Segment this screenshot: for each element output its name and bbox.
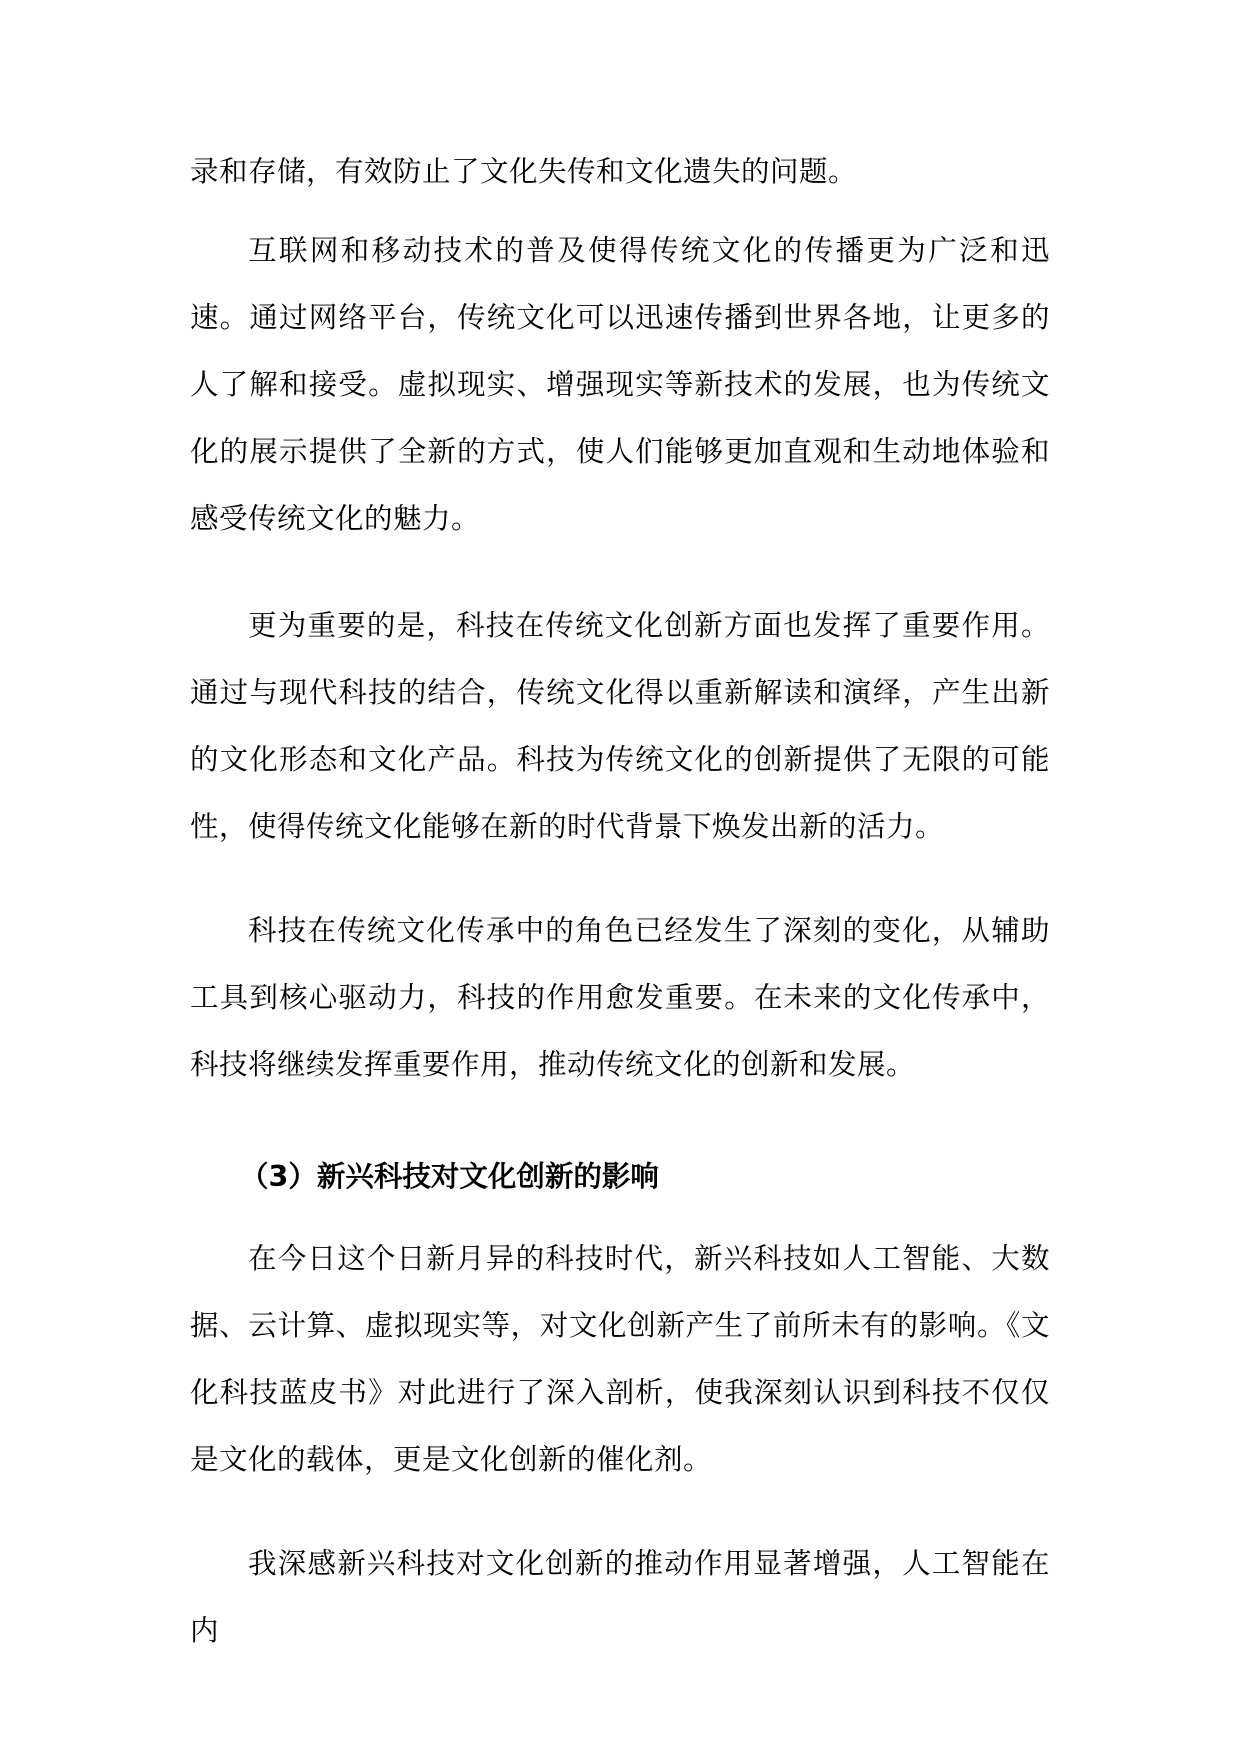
paragraph-tech-role-change: 科技在传统文化传承中的角色已经发生了深刻的变化，从辅助工具到核心驱动力，科技的作用愈发重要。在未来的文化传承中，科技将继续发挥重要作用，推动传统文化的创新和发展。 bbox=[190, 914, 1050, 1081]
paragraph-internet-mobile: 互联网和移动技术的普及使得传统文化的传播更为广泛和迅速。通过网络平台，传统文化可以迅速传播到世界各地，让更多的人了解和接受。虚拟现实、增强现实等新技术的发展，也为传统文化的展示提供了全新的方式，使人们能够更加直观和生动地体验和感受传统文化的魅力。 bbox=[190, 234, 1050, 535]
paragraph-innovation-role: 更为重要的是，科技在传统文化创新方面也发挥了重要作用。通过与现代科技的结合，传统文化得以重新解读和演绎，产生出新的文化形态和文化产品。科技为传统文化的创新提供了无限的可能性，使得传统文化能够在新的时代背景下焕发出新的活力。 bbox=[190, 609, 1050, 843]
paragraph-continuation: 录和存储，有效防止了文化失传和文化遗失的问题。 bbox=[190, 155, 858, 188]
paragraph-emerging-tech: 在今日这个日新月异的科技时代，新兴科技如人工智能、大数据、云计算、虚拟现实等，对文化创新产生了前所未有的影响。《文化科技蓝皮书》对此进行了深入剖析，使我深刻认识到科技不仅仅是文化的载体，更是文化创新的催化剂。 bbox=[190, 1242, 1050, 1476]
paragraph-ai-impact: 我深感新兴科技对文化创新的推动作用显著增强，人工智能在内 bbox=[190, 1547, 1050, 1647]
section-heading: （3）新兴科技对文化创新的影响 bbox=[240, 1160, 659, 1193]
